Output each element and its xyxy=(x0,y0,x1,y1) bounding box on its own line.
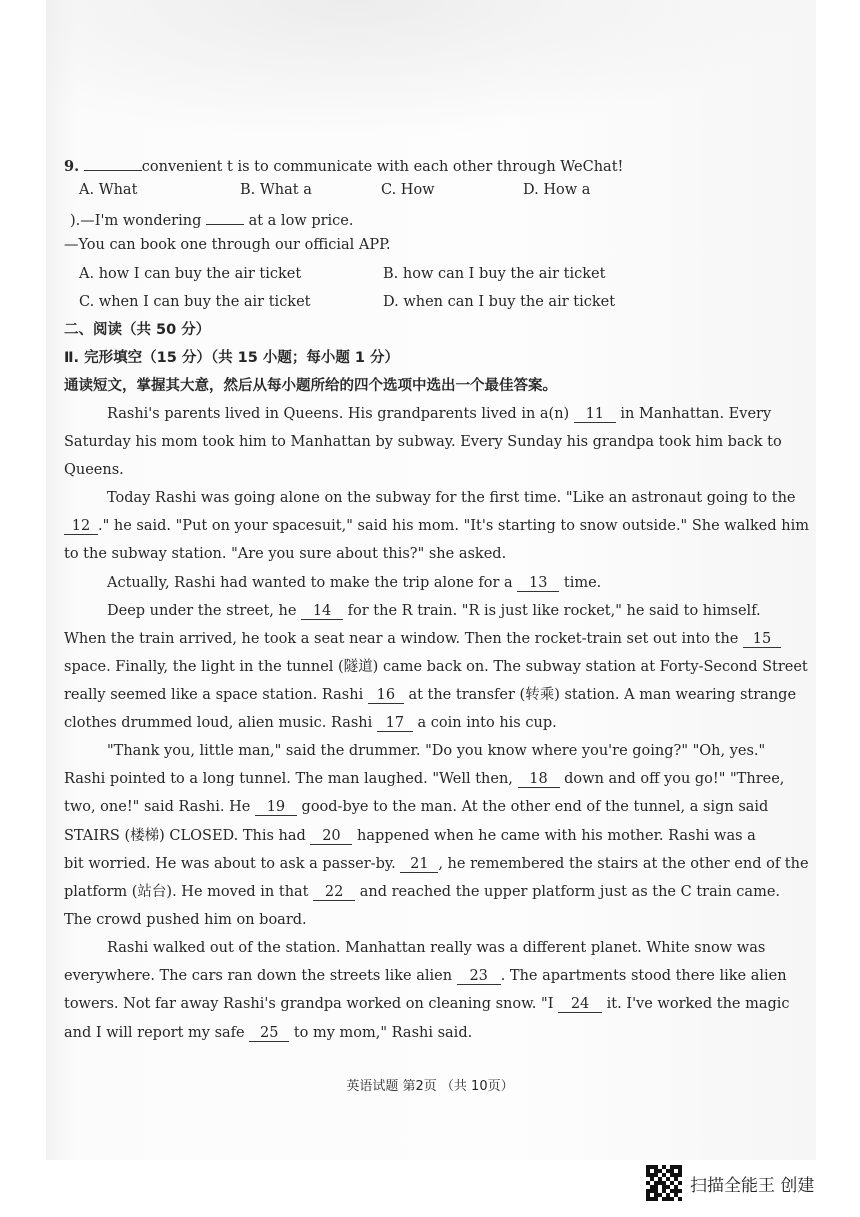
passage-line: and I will report my safe 25 to my mom," Rashi said. xyxy=(64,1025,473,1041)
passage-line: "Thank you, little man," said the drummer. "Do you know where you're going?" "Oh, yes." xyxy=(107,743,766,759)
q10-option-c: C. when I can buy the air ticket xyxy=(79,294,311,310)
blank-16: 16 xyxy=(368,688,404,704)
passage-line: When the train arrived, he took a seat near a window. Then the rocket-train set out into the 15 xyxy=(64,632,781,648)
q9-option-c: C. How xyxy=(381,182,435,198)
blank-21: 21 xyxy=(400,857,438,873)
passage-line: Today Rashi was going alone on the subway for the first time. "Like an astronaut going to the xyxy=(107,490,796,506)
q10-line2: —You can book one through our official APP. xyxy=(64,237,391,253)
blank-11: 11 xyxy=(574,407,616,423)
passage-line: towers. Not far away Rashi's grandpa worked on cleaning snow. "I 24 it. I've worked the magic xyxy=(64,996,790,1012)
q10-option-d: D. when can I buy the air ticket xyxy=(383,294,616,310)
passage-line: bit worried. He was about to ask a passer-by. 21 , he remembered the stairs at the other end of the xyxy=(64,856,809,872)
q9-option-a: A. What xyxy=(79,182,138,198)
q9-blank xyxy=(84,156,142,171)
blank-25: 25 xyxy=(249,1026,289,1042)
passage-line: everywhere. The cars ran down the streets like alien 23 . The apartments stood there like alien xyxy=(64,968,787,984)
blank-14: 14 xyxy=(301,604,343,620)
passage-line: Saturday his mom took him to Manhattan by subway. Every Sunday his grandpa took him back to xyxy=(64,434,782,450)
passage-line: Actually, Rashi had wanted to make the trip alone for a 13 time. xyxy=(107,575,602,591)
section-heading: 二、阅读（共 50 分） xyxy=(64,322,211,338)
q9-stem xyxy=(64,156,623,175)
blank-20: 20 xyxy=(310,829,352,845)
page-footer: 英语试题 第2页 （共 10页） xyxy=(346,1079,514,1094)
passage-line: The crowd pushed him on board. xyxy=(64,912,307,928)
blank-24: 24 xyxy=(558,997,602,1013)
passage-line: two, one!" said Rashi. He 19 good-bye to the man. At the other end of the tunnel, a sign said xyxy=(64,799,769,815)
qr-code-icon xyxy=(646,1165,682,1201)
scanner-badge xyxy=(646,1163,846,1203)
blank-18: 18 xyxy=(518,772,560,788)
q10-line1: ).—I'm wondering at a low price. xyxy=(70,210,353,229)
q10-option-a: A. how I can buy the air ticket xyxy=(79,266,302,282)
passage-line: clothes drummed loud, alien music. Rashi 17 a coin into his cup. xyxy=(64,715,557,731)
blank-15: 15 xyxy=(743,632,781,648)
passage-line: Rashi's parents lived in Queens. His grandparents lived in a(n) 11 in Manhattan. Every xyxy=(107,406,772,422)
passage-line: Rashi pointed to a long tunnel. The man laughed. "Well then, 18 down and off you go!" "Three, xyxy=(64,771,785,787)
part-heading: Ⅱ. 完形填空（15 分）（共 15 小题；每小题 1 分） xyxy=(64,350,400,366)
blank-19: 19 xyxy=(255,800,297,816)
part-instruction: 通读短文，掌握其大意，然后从每小题所给的四个选项中选出一个最佳答案。 xyxy=(64,378,557,394)
q10-blank xyxy=(206,210,244,225)
blank-22: 22 xyxy=(313,885,355,901)
q9-number: 9. xyxy=(64,158,80,175)
passage-line: Rashi walked out of the station. Manhattan really was a different planet. White snow was xyxy=(107,940,766,956)
q9-option-d: D. How a xyxy=(523,182,591,198)
passage-line: Queens. xyxy=(64,462,124,478)
blank-23: 23 xyxy=(457,969,501,985)
badge-label: 扫描全能王 创建 xyxy=(690,1175,815,1196)
passage-line: platform (站台). He moved in that 22 and reached the upper platform just as the C train came. xyxy=(64,884,781,900)
q10-option-b: B. how can I buy the air ticket xyxy=(383,266,606,282)
passage-line: 12 ." he said. "Put on your spacesuit," said his mom. "It's starting to snow outside." She walked him xyxy=(64,519,809,535)
blank-17: 17 xyxy=(377,716,413,732)
q9-option-b: B. What a xyxy=(240,182,312,198)
passage-line: really seemed like a space station. Rashi 16 at the transfer (转乘) station. A man wearing strange xyxy=(64,687,797,703)
passage-line: space. Finally, the light in the tunnel (隧道) came back on. The subway station at Forty-Second Street xyxy=(64,659,808,675)
passage-line: Deep under the street, he 14 for the R train. "R is just like rocket," he said to himself. xyxy=(107,603,761,619)
passage-line: to the subway station. "Are you sure about this?" she asked. xyxy=(64,546,507,562)
blank-12: 12 xyxy=(64,519,98,535)
blank-13: 13 xyxy=(517,576,559,592)
q9-text: convenient t is to communicate with each other through WeChat! xyxy=(141,159,624,175)
passage-line: STAIRS (楼梯) CLOSED. This had 20 happened when he came with his mother. Rashi was a xyxy=(64,828,756,844)
